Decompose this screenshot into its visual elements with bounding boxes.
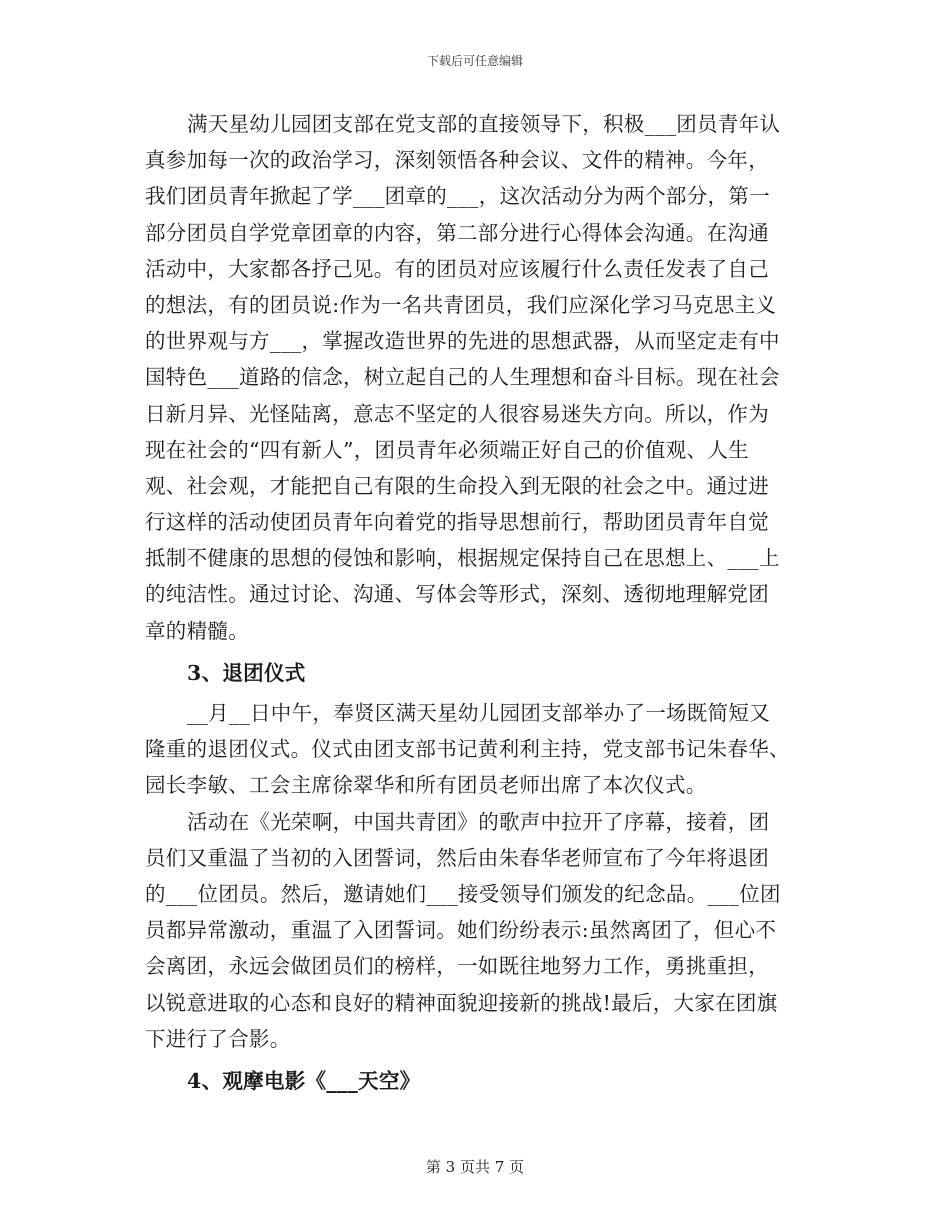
paragraph-line: 会离团，永远会做团员们的榜样，一如既往地努力工作，勇挑重担，: [145, 954, 769, 979]
paragraph-line: 的想法，有的团员说:作为一名共青团员，我们应深化学习马克思主义: [145, 292, 777, 317]
paragraph-line: 行这样的活动使团员青年向着党的指导思想前行，帮助团员青年自觉: [145, 510, 769, 535]
paragraph-line: 以锐意进取的心态和良好的精神面貌迎接新的挑战!最后，大家在团旗: [145, 990, 778, 1015]
paragraph-line: 部分团员自学党章团章的内容，第二部分进行心得体会沟通。在沟通: [145, 220, 769, 245]
section-3-paragraph-1: [145, 695, 805, 804]
section-heading-3: 3、退团仪式: [187, 660, 306, 685]
paragraph-line: 抵制不健康的思想的侵蚀和影响，根据规定保持自己在思想上、___上: [145, 546, 780, 571]
paragraph-line: 活动中，大家都各抒己见。有的团员对应该履行什么责任发表了自己: [145, 256, 769, 281]
paragraph-line: 员们又重温了当初的入团誓词，然后由朱春华老师宣布了今年将退团: [145, 845, 769, 870]
document-body: [145, 106, 805, 1103]
paragraph-line: 日新月异、光怪陆离，意志不坚定的人很容易迷失方向。所以，作为: [145, 401, 769, 426]
section-3-paragraph-2: [145, 804, 805, 1057]
paragraph-line: 隆重的退团仪式。仪式由团支部书记黄利利主持，党支部书记朱春华、: [145, 737, 790, 762]
paragraph-line: 真参加每一次的政治学习，深刻领悟各种会议、文件的精神。今年，: [145, 148, 769, 173]
paragraph-line: 现在社会的“四有新人”，团员青年必须端正好自己的价值观、人生: [145, 437, 749, 462]
paragraph-line: 园长李敏、工会主席徐翠华和所有团员老师出席了本次仪式。: [145, 773, 707, 798]
paragraph-line: 满天星幼儿园团支部在党支部的直接领导下，积极___团员青年认: [187, 112, 781, 136]
paragraph-line: 国特色___道路的信念，树立起自己的人生理想和奋斗目标。现在社会: [145, 365, 780, 390]
page-footer: 第 3 页共 7 页: [425, 1158, 525, 1176]
paragraph-line: 活动在《光荣啊，中国共青团》的歌声中拉开了序幕，接着，团: [187, 809, 770, 834]
paragraph-line: 章的精髓。: [145, 618, 249, 643]
paragraph-1: [145, 106, 805, 649]
paragraph-line: 员都异常激动，重温了入团誓词。她们纷纷表示:虽然离团了，但心不: [145, 918, 777, 943]
paragraph-line: 的纯洁性。通过讨论、沟通、写体会等形式，深刻、透彻地理解党团: [145, 582, 769, 607]
paragraph-line: 的___位团员。然后，邀请她们___接受领导们颁发的纪念品。___位团: [145, 881, 781, 906]
paragraph-line: __月__日中午，奉贤区满天星幼儿园团支部举办了一场既简短又: [187, 701, 770, 725]
paragraph-line: 我们团员青年掀起了学___团章的___，这次活动分为两个部分，第一: [145, 184, 770, 209]
paragraph-line: 下进行了合影。: [145, 1026, 291, 1051]
paragraph-line: 观、社会观，才能把自己有限的生命投入到无限的社会之中。通过进: [145, 473, 769, 498]
section-heading-4: 4、观摩电影《___天空》: [187, 1068, 421, 1093]
paragraph-line: 的世界观与方___，掌握改造世界的先进的思想武器，从而坚定走有中: [145, 329, 780, 354]
page-header: 下载后可任意编辑: [426, 54, 523, 68]
